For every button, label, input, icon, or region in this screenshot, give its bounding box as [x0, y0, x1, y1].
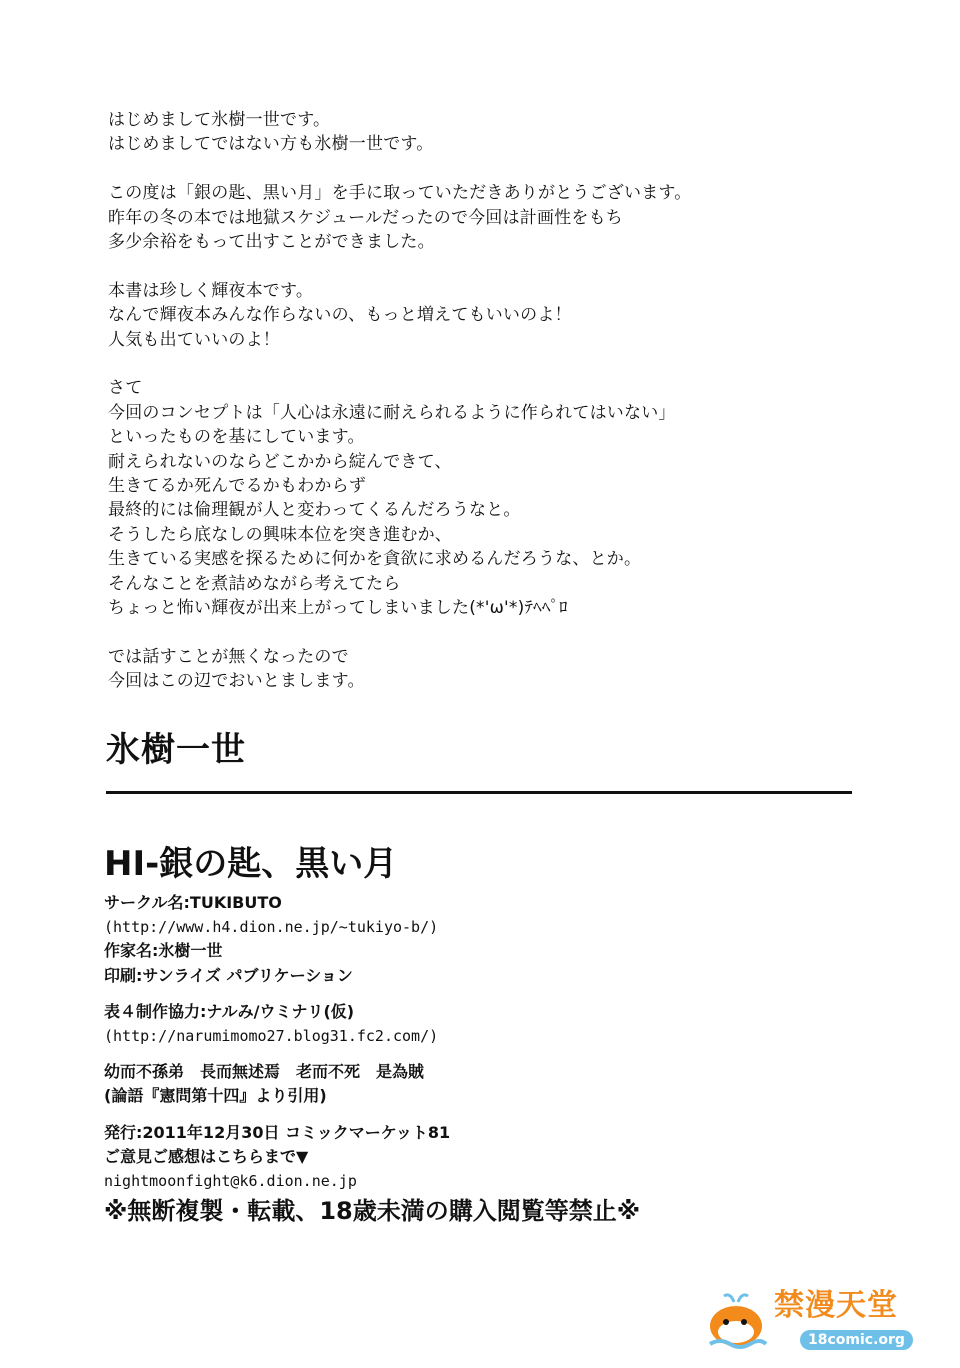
afterword-line: といったものを基にしています。	[108, 427, 365, 448]
afterword-paragraph-2	[108, 181, 868, 254]
divider-rule	[106, 791, 852, 794]
colophon-credits	[104, 891, 864, 988]
afterword-text	[108, 108, 868, 718]
afterword-line: はじめまして氷樹一世です。	[108, 110, 331, 130]
copyright-warning: ※無断複製・転載、18歳未満の購入閲覧等禁止※	[104, 1197, 641, 1226]
quote-source: (論語『憲問第十四』より引用)	[104, 1086, 327, 1106]
colophon-cover-credit	[104, 1000, 864, 1048]
afterword-line: はじめましてではない方も氷樹一世です。	[108, 134, 434, 155]
afterword-paragraph-1	[108, 108, 868, 157]
author-name: 作家名:氷樹一世	[104, 941, 223, 961]
circle-url: (http://www.h4.dion.ne.jp/~tukiyo-b/)	[104, 918, 439, 937]
afterword-line: 昨年の冬の本では地獄スケジュールだったので今回は計画性をもち	[108, 207, 623, 228]
circle-name: サークル名:TUKIBUTO	[104, 893, 282, 912]
quote-text: 幼而不孫弟 長而無述焉 老而不死 是為賊	[104, 1062, 425, 1082]
afterword-line: 生きてるか死んでるかもわからず	[108, 476, 366, 497]
contact-email: nightmoonfight@k6.dion.ne.jp	[104, 1172, 357, 1191]
afterword-paragraph-3	[108, 279, 868, 352]
printer-name: 印刷:サンライズ パブリケーション	[104, 965, 353, 985]
afterword-line: 今回はこの辺でおいとまします。	[108, 671, 365, 692]
afterword-line: そうしたら底なしの興味本位を突き進むか、	[108, 524, 452, 545]
afterword-line: では話すことが無くなったので	[108, 646, 349, 667]
publication-date: 発行:2011年12月30日 コミックマーケット81	[104, 1122, 451, 1142]
colophon	[104, 891, 864, 1239]
afterword-line: なんで輝夜本みんな作らないの、もっと増えてもいいのよ！	[108, 305, 572, 326]
afterword-line: 人気も出ていいのよ！	[108, 329, 280, 350]
afterword-line: さて	[108, 378, 143, 399]
cover-credit: 表４制作協力:ナルみ/ウミナリ(仮)	[104, 1001, 355, 1021]
afterword-line: 多少余裕をもって出すことができました。	[108, 232, 435, 253]
afterword-line: 耐えられないのならどこかから綻んできて、	[108, 451, 452, 472]
afterword-line: ちょっと怖い輝夜が出来上がってしまいました(*'ω'*)ﾃﾍﾍﾟﾛ	[108, 598, 568, 619]
book-title: HI-銀の匙、黒い月	[104, 844, 398, 884]
cover-credit-url: (http://narumimomo27.blog31.fc2.com/)	[104, 1027, 439, 1046]
author-signature: 氷樹一世	[106, 730, 246, 770]
watermark-url: 18comic.org	[800, 1330, 913, 1350]
afterword-line: 生きている実感を探るために何かを貪欲に求めるんだろうな、とか。	[108, 549, 642, 570]
afterword-paragraph-5	[108, 645, 868, 694]
afterword-line: 最終的には倫理観が人と変わってくるんだろうなと。	[108, 500, 521, 521]
afterword-line: 本書は珍しく輝夜本です。	[108, 280, 314, 301]
afterword-paragraph-4	[108, 376, 868, 620]
colophon-quote	[104, 1060, 864, 1108]
afterword-line: 今回のコンセプトは「人心は永遠に耐えられるように作られてはいない」	[108, 402, 676, 423]
afterword-line: そんなことを煮詰めながら考えてたら	[108, 573, 401, 594]
whale-mascot-icon	[704, 1288, 768, 1352]
afterword-line: この度は「銀の匙、黒い月」を手に取っていただきありがとうございます。	[108, 183, 692, 204]
colophon-publication	[104, 1121, 864, 1228]
watermark-name: 禁漫天堂	[774, 1288, 898, 1323]
site-watermark	[704, 1282, 914, 1358]
feedback-prompt: ご意見ご感想はこちらまで▼	[104, 1146, 309, 1166]
